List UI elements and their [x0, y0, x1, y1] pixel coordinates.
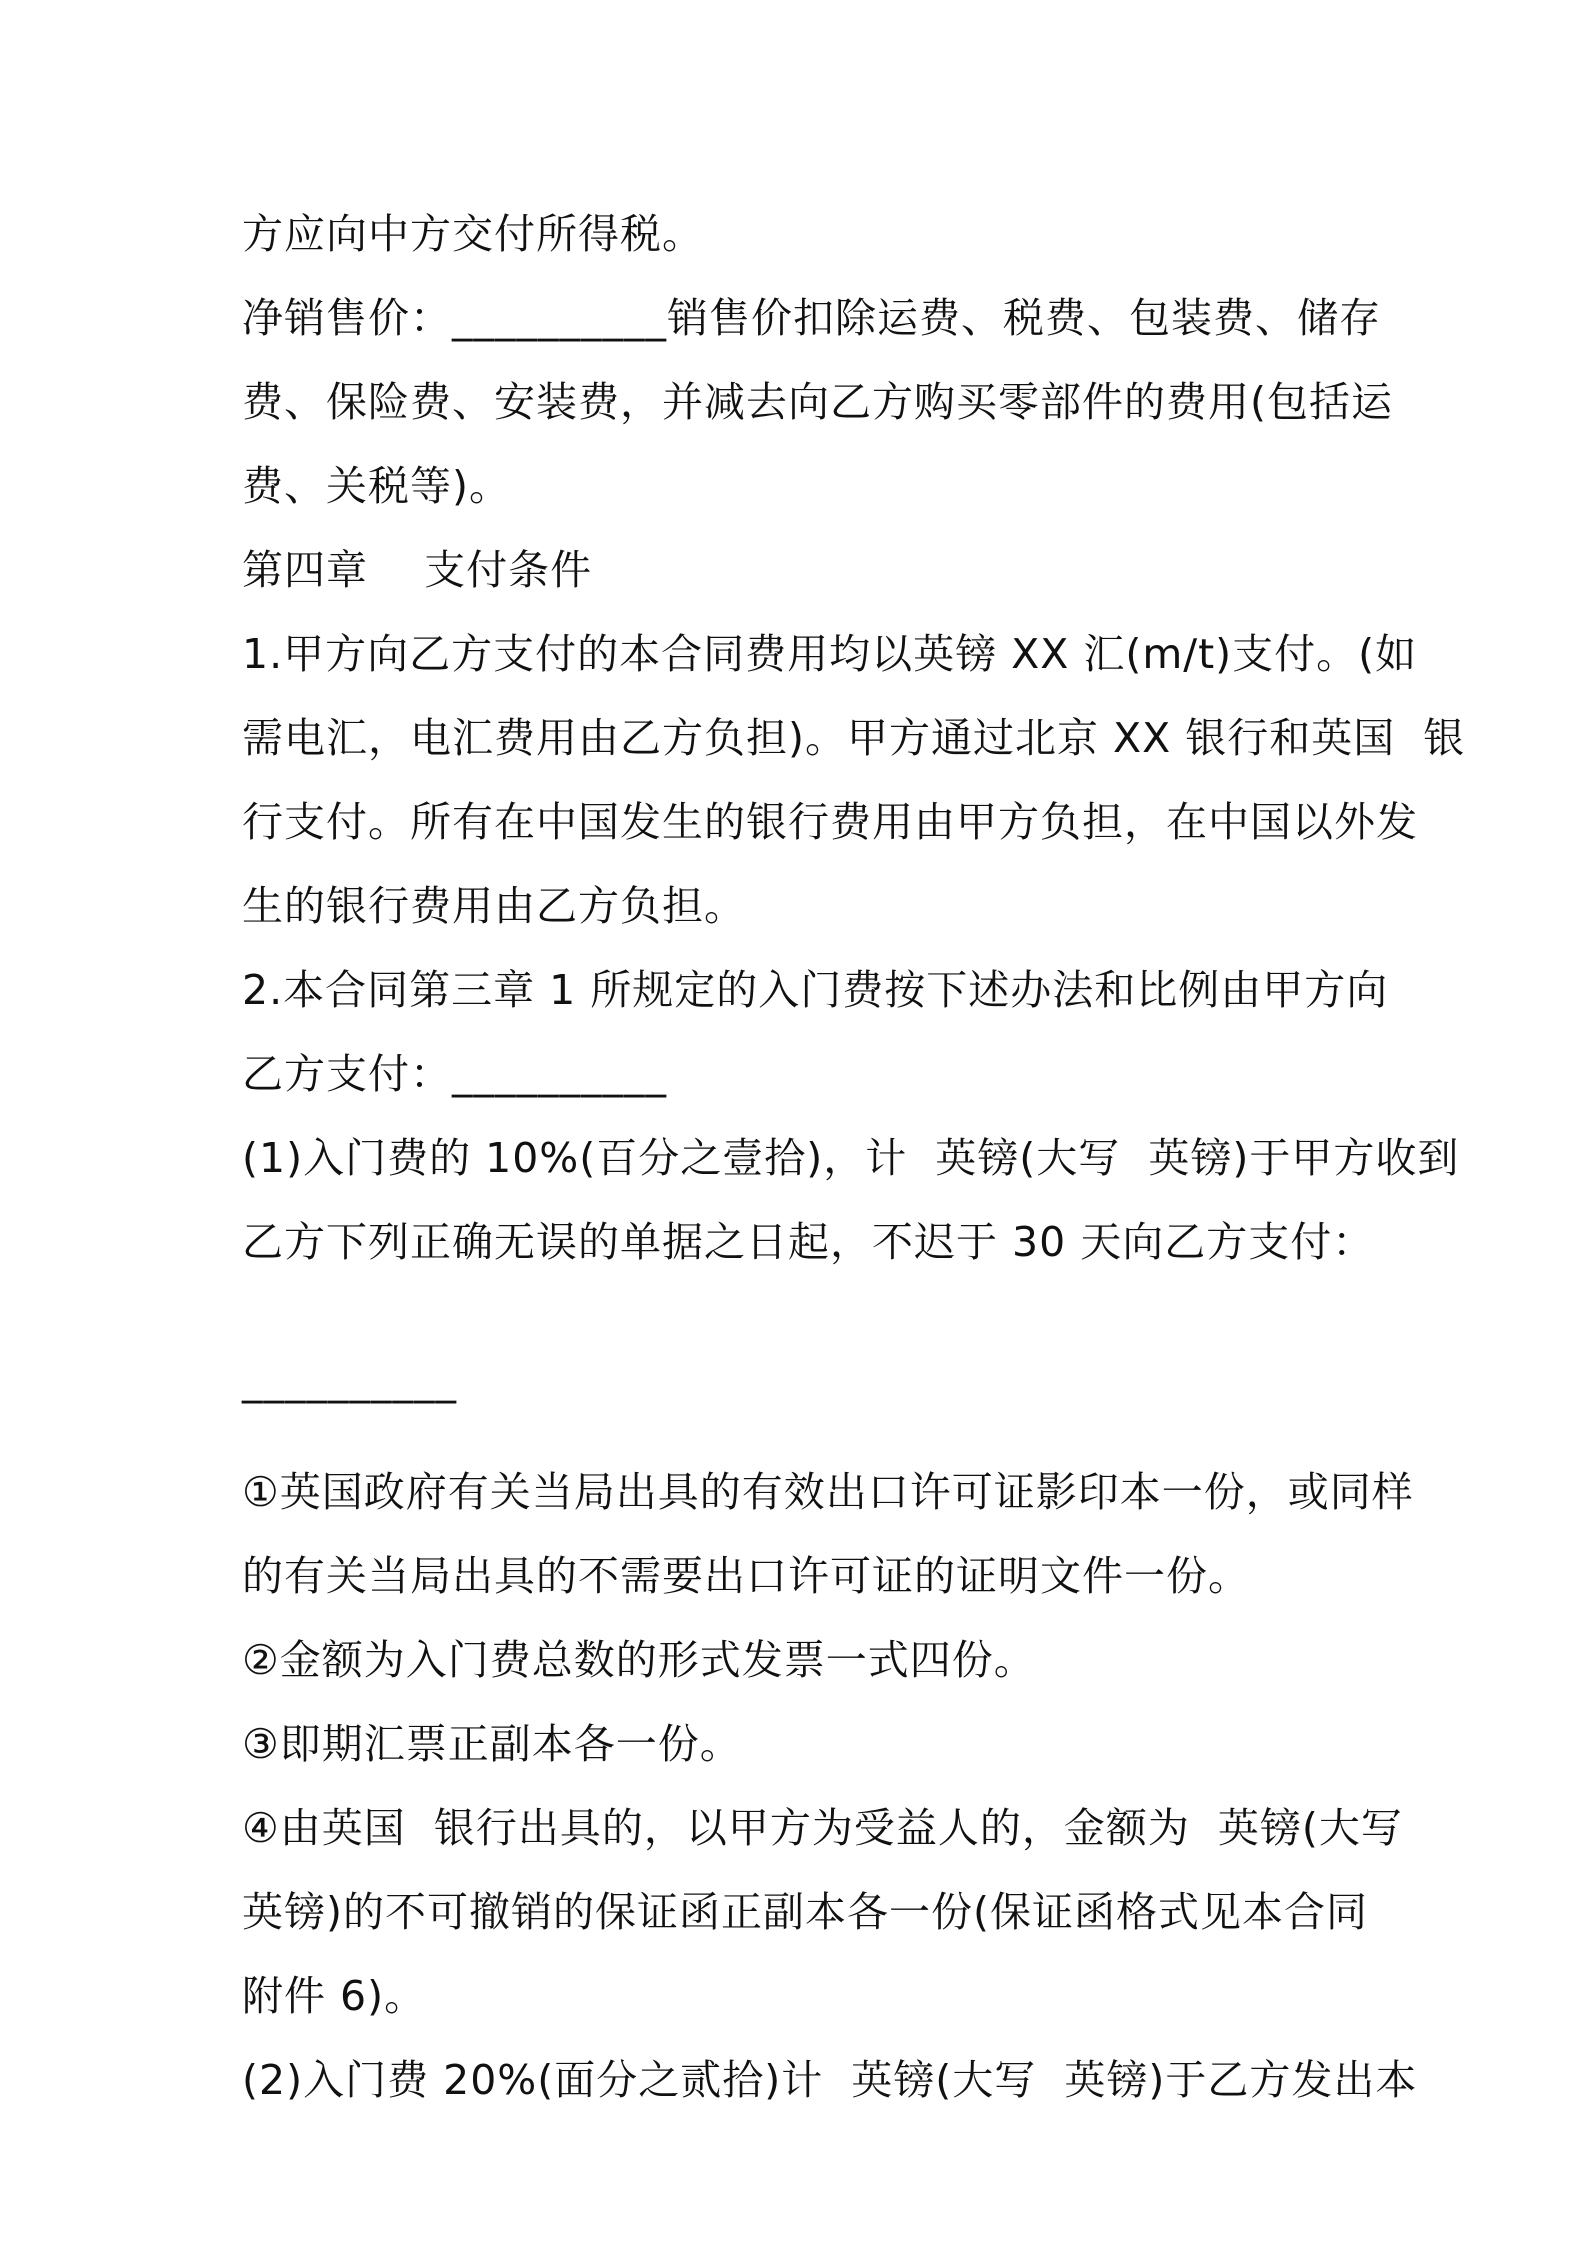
text-line: 的有关当局出具的不需要出口许可证的证明文件一份。: [242, 1552, 1250, 1600]
text-line: 生的银行费用由乙方负担。: [242, 882, 746, 930]
text-line: 费、关税等)。: [242, 462, 511, 510]
list-item-4: ④由英国 银行出具的，以甲方为受益人的，金额为 英镑(大写: [242, 1804, 1403, 1852]
list-item-3: ③即期汇票正副本各一份。: [242, 1720, 742, 1768]
text-line: 需电汇，电汇费用由乙方负担)。甲方通过北京 XX 银行和英国 银: [242, 714, 1466, 762]
text-line: 费、保险费、安装费，并减去向乙方购买零部件的费用(包括运: [242, 378, 1393, 426]
fill-in-blank: __________: [242, 1356, 457, 1404]
chapter-heading: 第四章 支付条件: [242, 546, 593, 594]
sub-clause-2-line: (2)入门费 20%(面分之贰拾)计 英镑(大写 英镑)于乙方发出本: [242, 2056, 1418, 2104]
text-line: 乙方支付：__________: [242, 1050, 667, 1098]
clause-1-line: 1.甲方向乙方支付的本合同费用均以英镑 XX 汇(m/t)支付。(如: [242, 630, 1418, 678]
text-line: 行支付。所有在中国发生的银行费用由甲方负担，在中国以外发: [242, 798, 1418, 846]
text-line: 乙方下列正确无误的单据之日起，不迟于 30 天向乙方支付：: [242, 1218, 1375, 1266]
text-line: 英镑)的不可撤销的保证函正副本各一份(保证函格式见本合同: [242, 1888, 1368, 1936]
clause-2-line: 2.本合同第三章 1 所规定的入门费按下述办法和比例由甲方向: [242, 966, 1389, 1014]
sub-clause-1-line: (1)入门费的 10%(百分之壹拾)，计 英镑(大写 英镑)于甲方收到: [242, 1134, 1460, 1182]
document-body: [242, 192, 1466, 2122]
list-item-2: ②金额为入门费总数的形式发票一式四份。: [242, 1636, 1036, 1684]
text-line: 方应向中方交付所得税。: [242, 210, 704, 258]
list-item-1: ①英国政府有关当局出具的有效出口许可证影印本一份，或同样: [242, 1468, 1414, 1516]
text-line: 附件 6)。: [242, 1972, 427, 2020]
net-sales-price-line: 净销售价：__________销售价扣除运费、税费、包装费、储存: [242, 294, 1381, 342]
